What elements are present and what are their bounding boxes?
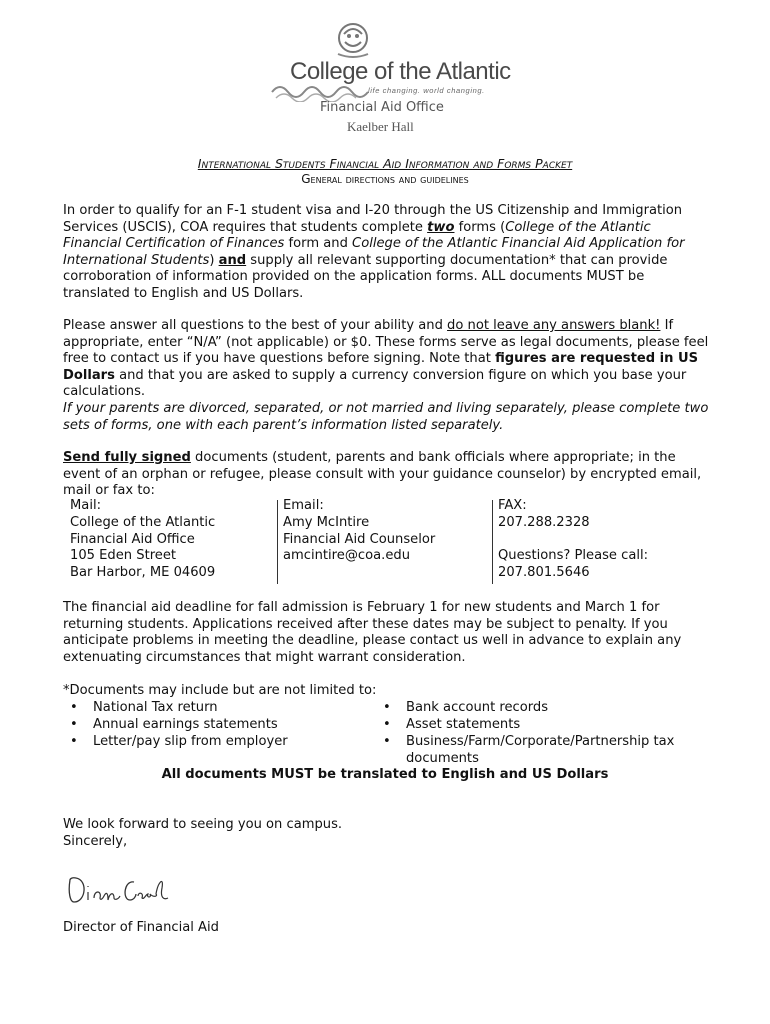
p1-text-a: In order to qualify for an F-1 student visa and I-20 through the US Citizenship and Immigration Services (USCIS), COA requires that students complete	[63, 203, 683, 235]
handwritten-signature	[64, 872, 174, 908]
college-name: College of the Atlantic	[290, 58, 511, 85]
list-item: • Asset statements	[383, 716, 683, 733]
p2-text-a: Please answer all questions to the best of your ability and	[63, 318, 448, 333]
mail-line: College of the Atlantic	[70, 514, 216, 530]
divorced-parents-paragraph: If your parents are divorced, separated, or not married and living separately, please complete two sets of forms, one with each parent’s information listed separately.	[63, 401, 709, 433]
p4-text-a: documents (student, parents and bank officials where appropriate; in the event of an orphan or refugee, please consult with your guidance counselor) by encrypted email, mail or fax to:	[63, 450, 702, 499]
deadline-paragraph: The financial aid deadline for fall admission is February 1 for new students and March 1 for returning students. Applications received after these dates may be subject to penalty. If you anticipate problems in meeting the deadline, please contact us well in advance to explain any extenuating circumstances that might warrant consideration.	[63, 600, 682, 665]
translation-note: All documents MUST be translated to English and US Dollars	[161, 767, 609, 782]
p1-text-b: forms (	[454, 219, 506, 235]
p1-form1: College of the Atlantic Financial Certification of Finances	[63, 219, 651, 252]
send-documents-paragraph	[63, 450, 713, 500]
college-crest-icon	[330, 20, 376, 60]
mail-line: 105 Eden Street	[70, 548, 177, 564]
mail-contact	[70, 498, 270, 582]
wave-logo-icon	[270, 80, 370, 102]
phone-number: 207.801.5646	[498, 565, 590, 581]
fax-contact	[498, 498, 698, 582]
list-item: • Bank account records	[383, 699, 683, 716]
p1-form2: College of the Atlantic Financial Aid Application for International Students	[63, 236, 685, 268]
college-tagline: life changing. world changing.	[368, 86, 485, 95]
email-line: Amy McIntire	[283, 514, 370, 530]
mail-line: Bar Harbor, ME 04609	[70, 565, 216, 581]
email-line: Financial Aid Counselor	[283, 531, 436, 547]
document-title	[0, 156, 770, 171]
email-contact	[283, 498, 483, 565]
list-item: • Annual earnings statements	[70, 716, 370, 733]
list-item: • Letter/pay slip from employer	[70, 733, 370, 750]
p4-signed: Send fully signed	[63, 450, 191, 465]
p2-text-c: and that you are asked to supply a currency conversion figure on which you base your calculations.	[63, 367, 687, 400]
list-item: • Business/Farm/Corporate/Partnership tax documents	[383, 733, 676, 767]
spacer	[498, 532, 698, 549]
email-address: amcintire@coa.edu	[283, 548, 410, 564]
documents-list-right	[383, 699, 683, 767]
p1-text-d: )	[209, 252, 219, 268]
requirements-paragraph	[63, 203, 713, 303]
documents-intro: *Documents may include but are not limited to:	[63, 683, 377, 698]
document-subtitle	[0, 172, 770, 186]
p2-text-b: If appropriate, enter “N/A” (not applicable) or $0. These forms serve as legal documents, please feel free to contact us if you have questions before signing. Note that	[63, 318, 709, 367]
p1-text-c: form and	[284, 236, 353, 252]
fax-number: 207.288.2328	[498, 514, 590, 530]
signer-title: Director of Financial Aid	[63, 920, 219, 935]
list-item: • National Tax return	[70, 699, 370, 716]
p1-two: two	[427, 219, 455, 235]
documents-list-left	[70, 699, 370, 750]
mail-line: Mail:	[70, 498, 102, 513]
document-title-text: International Students Financial Aid Information and Forms Packet	[197, 156, 573, 171]
closing	[63, 817, 342, 850]
p1-text-e: supply all relevant supporting documentation* that can provide corroboration of information provided on the application forms. ALL documents MUST be translated to English and US Dollars.	[63, 252, 668, 301]
p2-dollars: figures are requested in US Dollars	[63, 351, 699, 383]
column-divider	[277, 500, 278, 584]
document-subtitle-text: General directions and guidelines	[301, 172, 469, 186]
p2-no-blank: do not leave any answers blank!	[447, 318, 661, 333]
closing-salutation: Sincerely,	[63, 833, 128, 849]
email-line: Email:	[283, 498, 324, 513]
closing-line: We look forward to seeing you on campus.	[63, 817, 343, 832]
column-divider	[492, 500, 493, 584]
mail-line: Financial Aid Office	[70, 531, 195, 547]
p1-and: and	[218, 252, 247, 268]
office-name: Financial Aid Office	[320, 100, 444, 115]
instructions-paragraph	[63, 318, 713, 401]
hall-name: Kaelber Hall	[347, 119, 414, 134]
questions-label: Questions? Please call:	[498, 548, 649, 564]
fax-label: FAX:	[498, 498, 527, 513]
